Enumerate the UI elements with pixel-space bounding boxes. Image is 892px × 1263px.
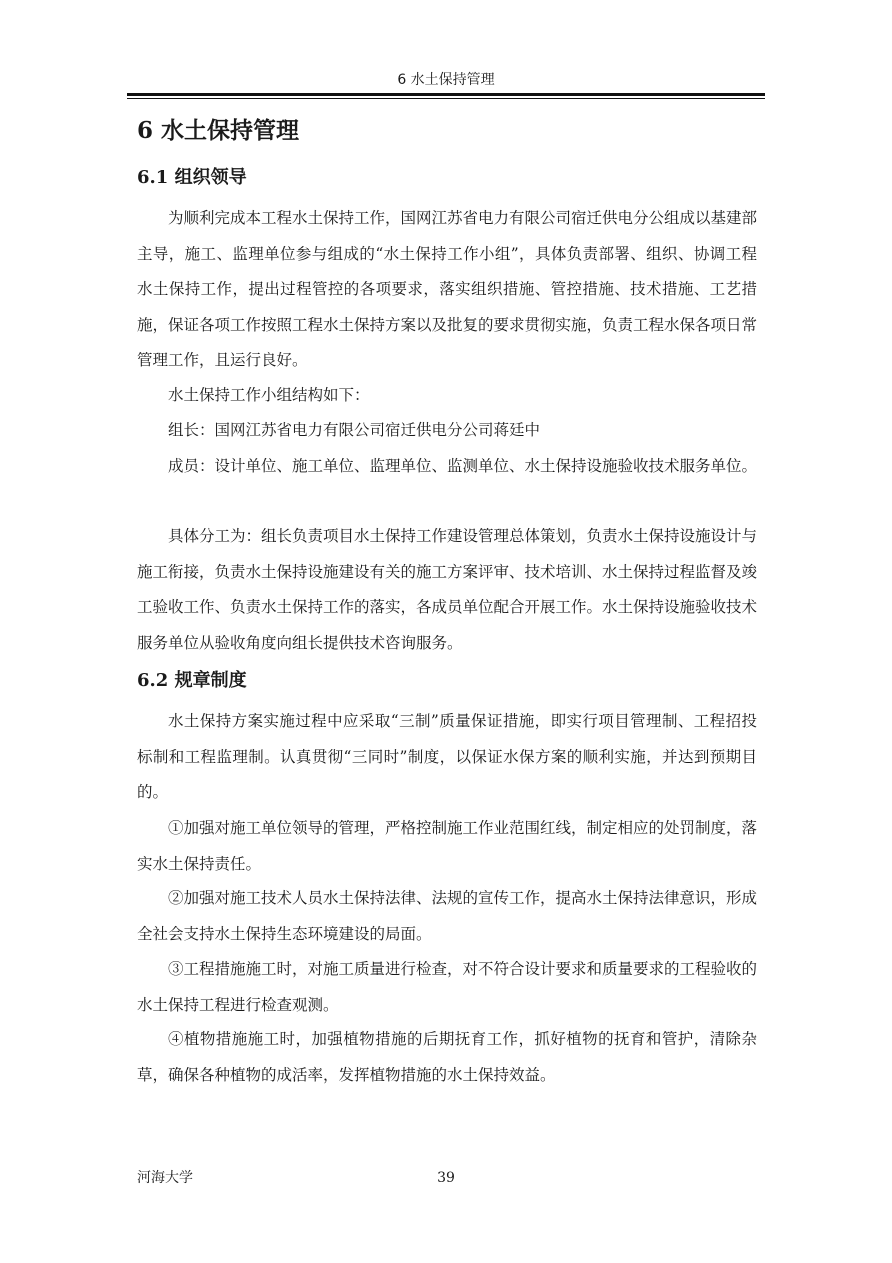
section-title-6-1: 6.1 组织领导: [137, 167, 247, 188]
paragraph: 为顺利完成本工程水土保持工作，国网江苏省电力有限公司宿迁供电分公组成以基建部主导，施工、监理单位参与组成的“水土保持工作小组”，具体负责部署、组织、协调工程水土保持工作，提出过程管控的各项要求，落实组织措施、管控措施、技术措施、工艺措施，保证各项工作按照工程水土保持方案以及批复的要求贯彻实施，负责工程水保各项日常管理工作，且运行良好。: [137, 209, 758, 369]
paragraph: 具体分工为：组长负责项目水土保持工作建设管理总体策划，负责水土保持设施设计与施工衔接，负责水土保持设施建设有关的施工方案评审、技术培训、水土保持过程监督及竣工验收工作、负责水土保持工作的落实，各成员单位配合开展工作。水土保持设施验收技术服务单位从验收角度向组长提供技术咨询服务。: [137, 527, 758, 652]
paragraph: 组长：国网江苏省电力有限公司宿迁供电分公司蒋廷中: [168, 421, 541, 439]
paragraph: ③工程措施施工时，对施工质量进行检查，对不符合设计要求和质量要求的工程验收的水土保持工程进行检查观测。: [137, 960, 758, 1014]
chapter-title: 6 水土保持管理: [137, 117, 300, 144]
header-rule-thin: [127, 98, 765, 99]
paragraph: ④植物措施施工时，加强植物措施的后期抚育工作，抓好植物的抚育和管护，清除杂草，确保各种植物的成活率，发挥植物措施的水土保持效益。: [137, 1030, 757, 1084]
running-header: 6 水土保持管理: [397, 72, 495, 88]
paragraph: ①加强对施工单位领导的管理，严格控制施工作业范围红线，制定相应的处罚制度，落实水土保持责任。: [137, 819, 758, 873]
paragraph: 水土保持方案实施过程中应采取“三制”质量保证措施，即实行项目管理制、工程招投标制和工程监理制。认真贯彻“三同时”制度，以保证水保方案的顺利实施，并达到预期目的。: [137, 712, 757, 801]
header-rule-thick: [127, 93, 765, 96]
page-number: 39: [437, 1170, 455, 1186]
paragraph: 成员：设计单位、施工单位、监理单位、监测单位、水土保持设施验收技术服务单位。: [168, 457, 758, 475]
section-title-6-2: 6.2 规章制度: [137, 670, 247, 691]
paragraph: ②加强对施工技术人员水土保持法律、法规的宣传工作，提高水土保持法律意识，形成全社会支持水土保持生态环境建设的局面。: [137, 889, 758, 943]
footer-institution: 河海大学: [137, 1170, 193, 1186]
paragraph: 水土保持工作小组结构如下：: [168, 386, 370, 404]
